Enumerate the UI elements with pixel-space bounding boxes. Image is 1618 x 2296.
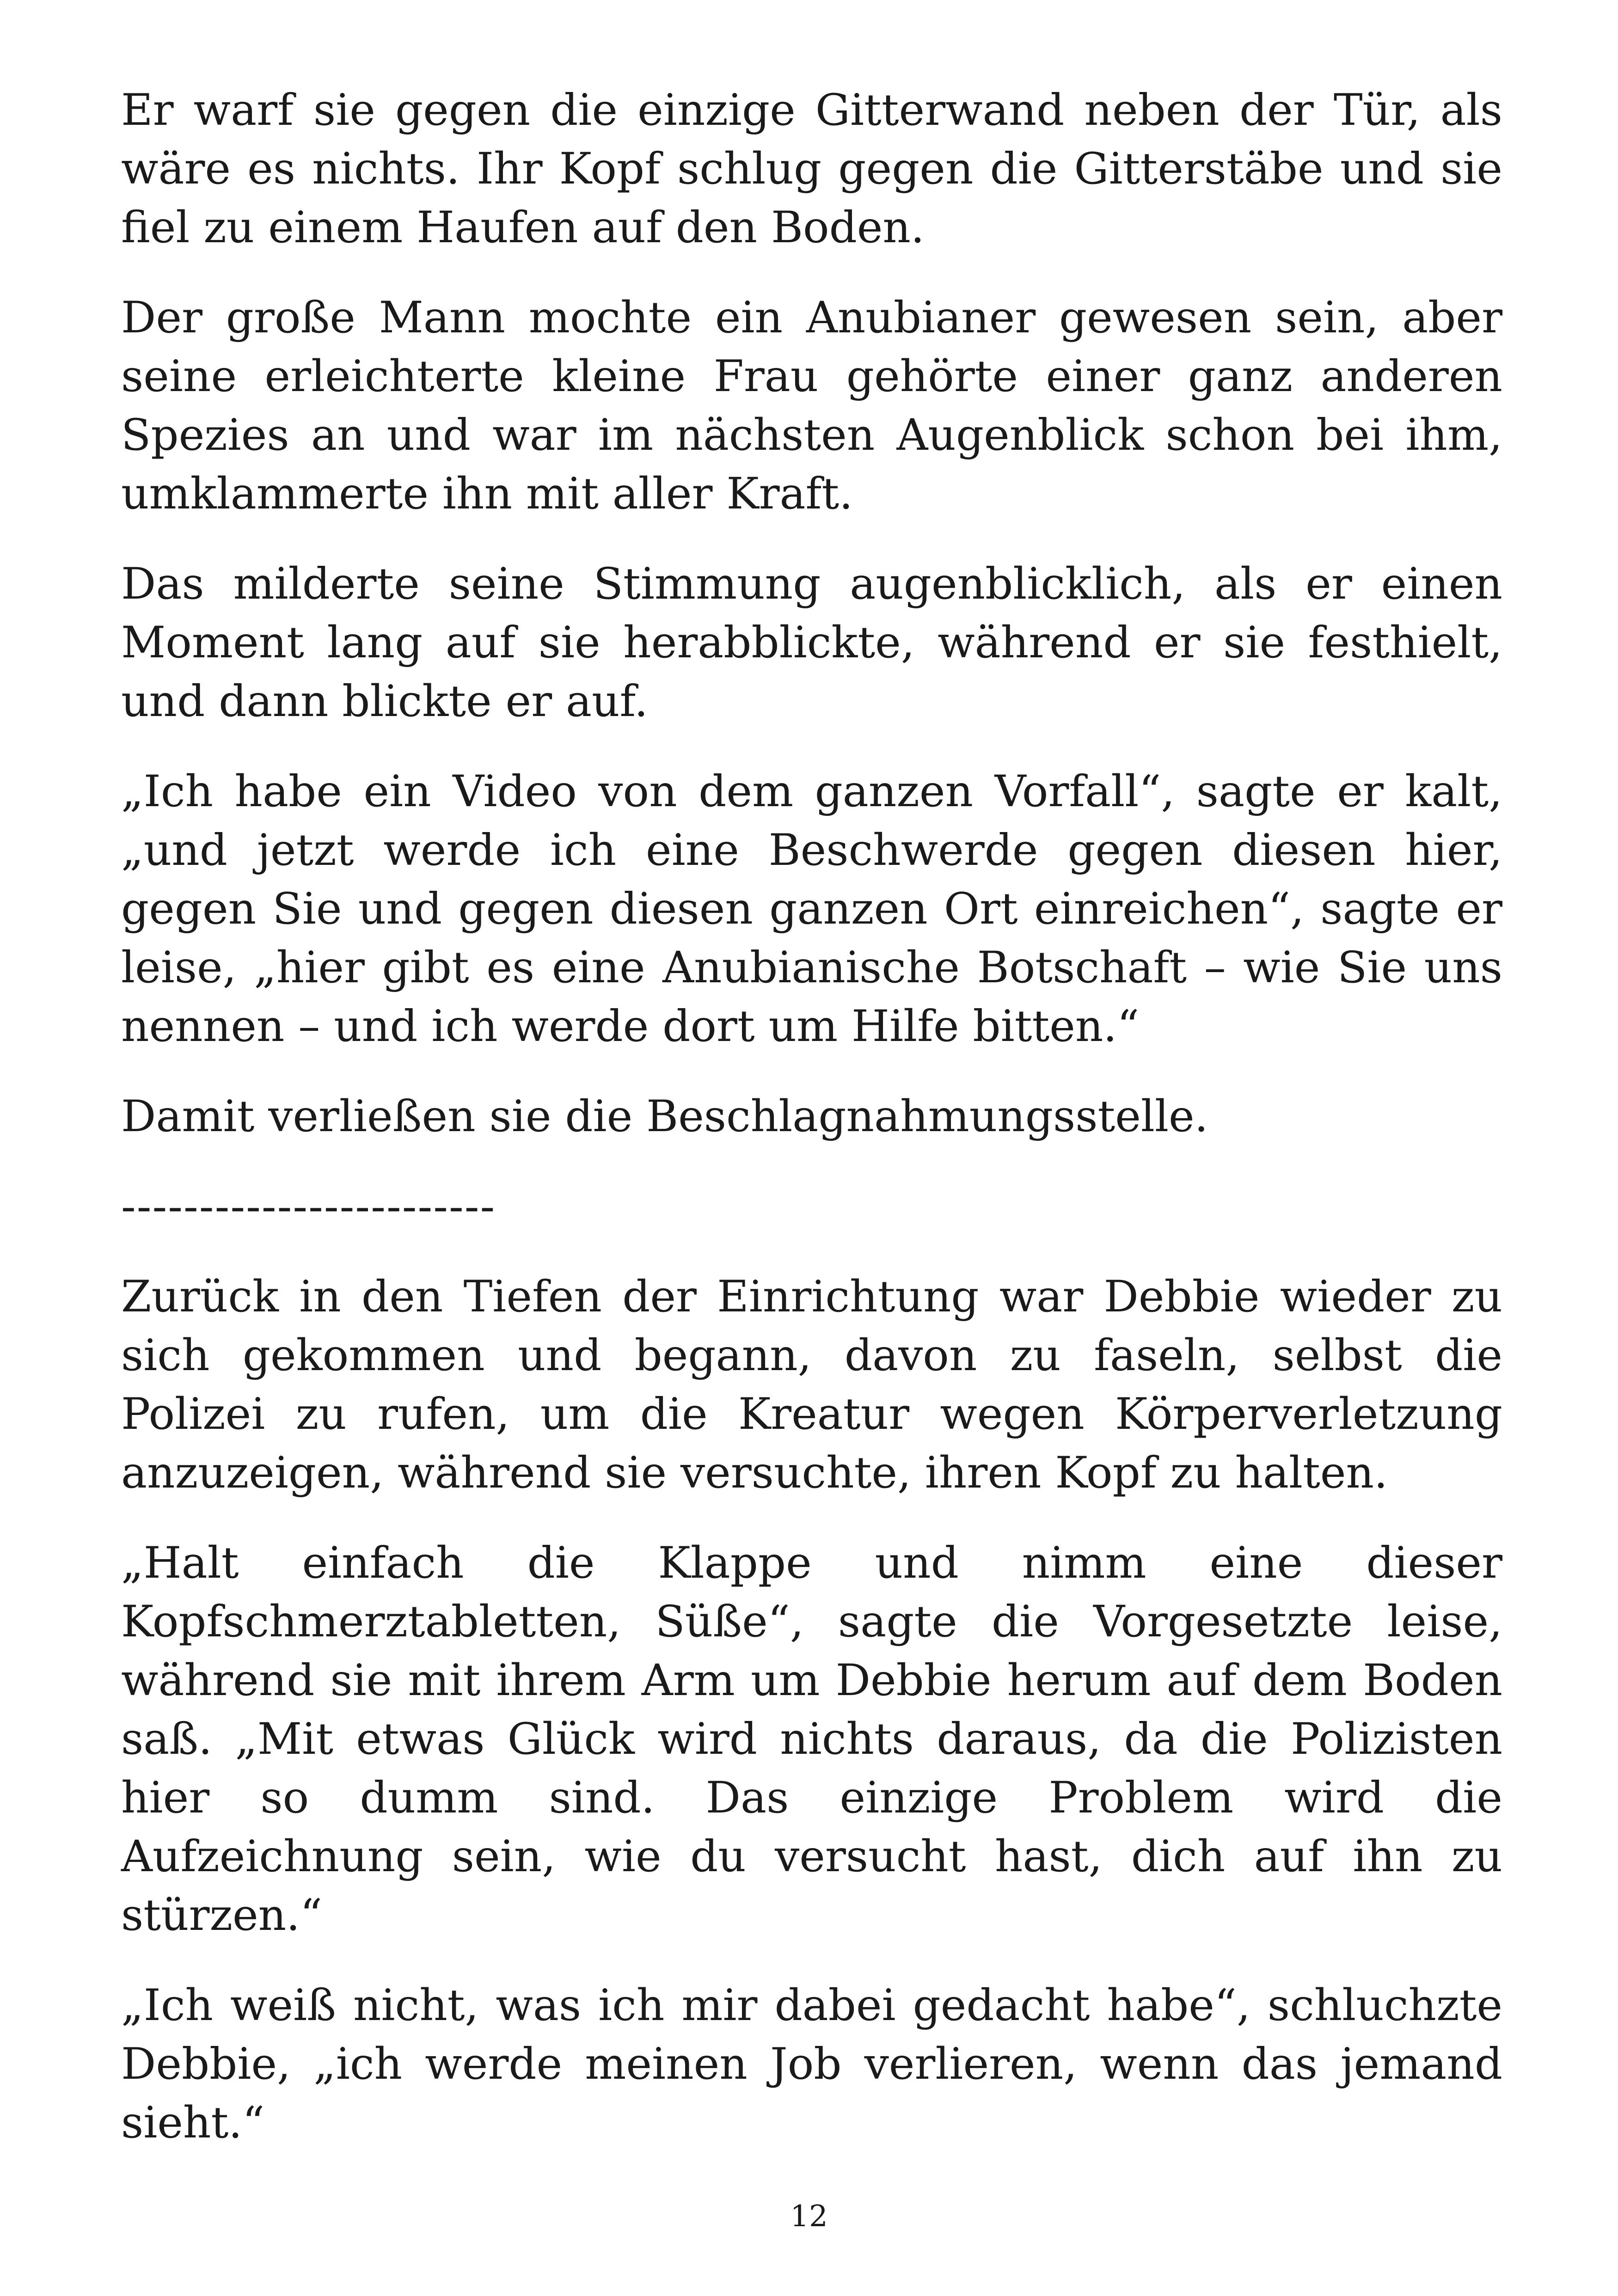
page-body [121, 81, 1502, 2184]
paragraph: Damit verließen sie die Beschlagnahmungsstelle. [121, 1091, 1208, 1142]
paragraph: „Ich weiß nicht, was ich mir dabei gedacht habe“, schluchzte Debbie, „ich werde meinen Job verlieren, wenn das jemand sieht.“ [121, 1980, 1502, 2148]
paragraph: Das milderte seine Stimmung augenblicklich, als er einen Moment lang auf sie herabblickte, während er sie festhielt, und dann blickte er auf. [121, 559, 1502, 727]
page-number: 12 [790, 2199, 828, 2234]
paragraph: „Halt einfach die Klappe und nimm eine dieser Kopfschmerztabletten, Süße“, sagte die Vorgesetzte leise, während sie mit ihrem Arm um Debbie herum auf dem Boden saß. „Mit etwas Glück wird nichts daraus, da die Polizisten hier so dumm sind. Das einzige Problem wird die Aufzeichnung sein, wie du versucht hast, dich auf ihn zu stürzen.“ [121, 1538, 1502, 1941]
paragraph: Zurück in den Tiefen der Einrichtung war Debbie wieder zu sich gekommen und begann, davon zu faseln, selbst die Polizei zu rufen, um die Kreatur wegen Körperverletzung anzuzeigen, während sie versuchte, ihren Kopf zu halten. [121, 1272, 1502, 1498]
scene-separator: ------------------------ [121, 1182, 496, 1232]
paragraph: Er warf sie gegen die einzige Gitterwand neben der Tür, als wäre es nichts. Ihr Kopf schlug gegen die Gitterstäbe und sie fiel zu einem Haufen auf den Boden. [121, 85, 1502, 253]
paragraph: Der große Mann mochte ein Anubianer gewesen sein, aber seine erleichterte kleine Frau gehörte einer ganz anderen Spezies an und war im nächsten Augenblick schon bei ihm, umklammerte ihn mit aller Kraft. [121, 293, 1502, 519]
paragraph: „Ich habe ein Video von dem ganzen Vorfall“, sagte er kalt, „und jetzt werde ich eine Beschwerde gegen diesen hier, gegen Sie und gegen diesen ganzen Ort einreichen“, sagte er leise, „hier gibt es eine Anubianische Botschaft – wie Sie uns nennen – und ich werde dort um Hilfe bitten.“ [121, 766, 1502, 1052]
